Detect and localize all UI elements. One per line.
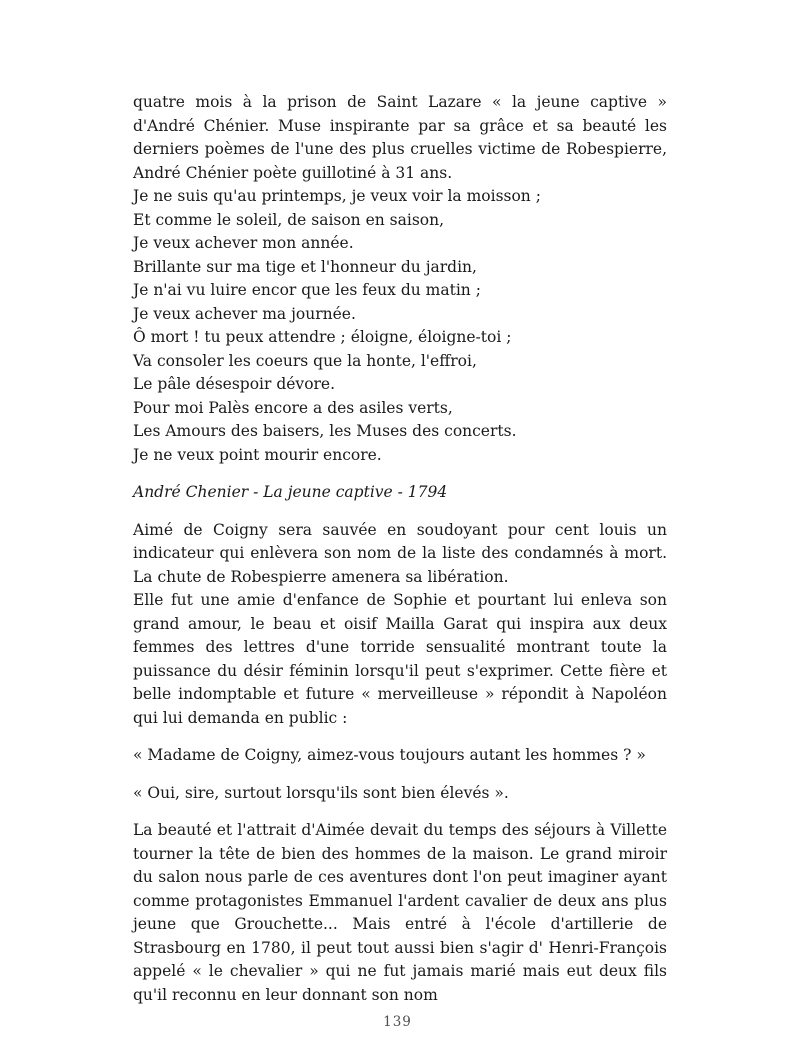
poem-line: Pour moi Palès encore a des asiles verts, [133,398,453,417]
poem-line: Le pâle désespoir dévore. [133,375,336,393]
poem-attribution: André Chenier - La jeune captive - 1794 [133,483,448,501]
paragraph-group-coigny [133,519,667,731]
paragraph-villette: La beauté et l'attrait d'Aimée devait du temps des séjours à Villette tourner la tête de bien des hommes de la maison. Le grand miroir du salon nous parle de ces aventures dont l'on peut imaginer ayant comme protagonistes Emmanuel l'ardent cavalier de deux ans plus jeune que Grouchette... Mais entré à l'école d'artillerie de Strasbourg en 1780, il peut tout aussi bien s'agir d' Henri-François appelé « le chevalier » qui ne fut jamais marié mais eut deux fils qu'il reconnu en leur donnant son nom [133,821,667,1004]
quote-napoleon: « Madame de Coigny, aimez-vous toujours autant les hommes ? » [133,746,646,764]
poem-la-jeune-captive [133,185,667,467]
poem-line: Les Amours des baisers, les Muses des concerts. [133,422,517,440]
paragraph-intro: quatre mois à la prison de Saint Lazare « la jeune captive » d'André Chénier. Muse inspirante par sa grâce et sa beauté les derniers poèmes de l'une des plus cruelles victime de Robespierre, André Chénier poète guillotiné à 31 ans. [133,93,667,182]
page-number: 139 [383,1014,412,1030]
quote-reply: « Oui, sire, surtout lorsqu'ils sont bien élevés ». [133,783,509,802]
poem-line: Va consoler les coeurs que la honte, l'effroi, [133,351,477,370]
poem-line: Je veux achever mon année. [133,234,354,252]
paragraph-coigny: Aimé de Coigny sera sauvée en soudoyant pour cent louis un indicateur qui enlèvera son nom de la liste des condamnés à mort. La chute de Robespierre amenera sa libération. [133,520,667,586]
poem-line: Je n'ai vu luire encor que les feux du matin ; [133,281,481,299]
poem-line: Je ne suis qu'au printemps, je veux voir la moisson ; [133,187,541,205]
page-body [133,91,667,1007]
poem-line: Brillante sur ma tige et l'honneur du jardin, [133,257,477,276]
paragraph-sophie: Elle fut une amie d'enfance de Sophie et pourtant lui enleva son grand amour, le beau et oisif Mailla Garat qui inspira aux deux femmes des lettres d'une torride sensualité montrant toute la puissance du désir féminin lorsqu'il peut s'exprimer. Cette fière et belle indomptable et future « merveilleuse » répondit à Napoléon qui lui demanda en public : [133,591,667,727]
poem-line: Je veux achever ma journée. [133,304,356,323]
poem-line: Je ne veux point mourir encore. [133,445,382,464]
poem-line: Et comme le soleil, de saison en saison, [133,210,445,229]
poem-line: Ô mort ! tu peux attendre ; éloigne, éloigne-toi ; [133,328,512,346]
